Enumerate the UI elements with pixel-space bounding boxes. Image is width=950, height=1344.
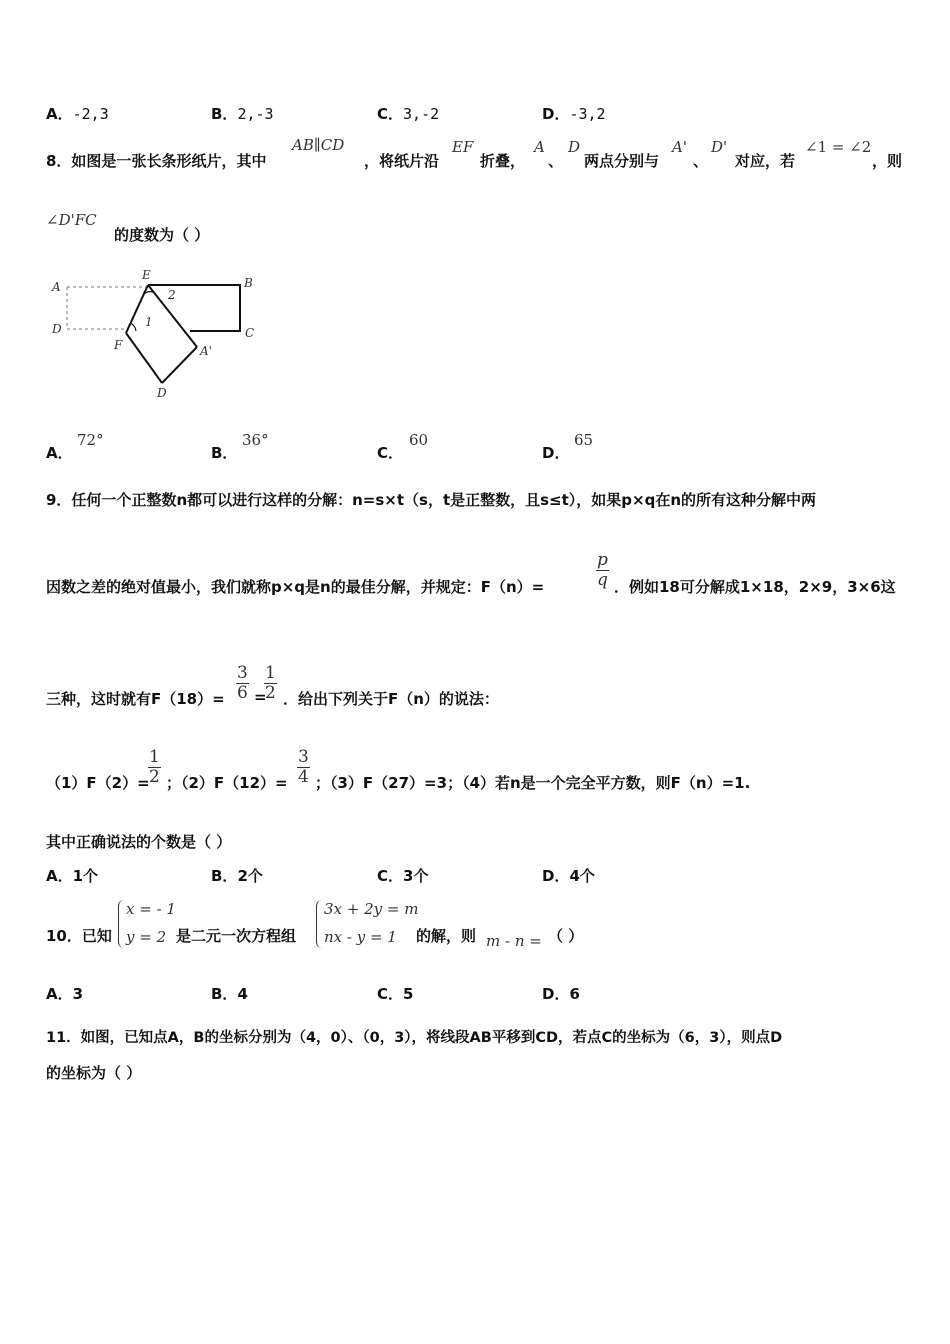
q8-option-d: D． <box>542 444 570 462</box>
q9-statement-2: ；（2）F（12）= <box>166 774 288 792</box>
fig-label-f: F <box>114 338 123 352</box>
q8-math-a-prime: A' <box>672 138 687 156</box>
q10-system-2-line-1: 3x + 2y = m <box>324 900 419 918</box>
q10-option-d: D．6 <box>542 985 580 1003</box>
q10-text-2: 是二元一次方程组 <box>176 927 297 945</box>
q9-option-b: B．2个 <box>211 867 263 885</box>
fig-label-d: D <box>52 322 62 336</box>
q7-option-b: B．2,-3 <box>211 105 274 123</box>
q8-math-target: ∠D'FC <box>46 211 97 229</box>
q8-text-9: 的度数为（ ） <box>114 226 210 244</box>
q8-text-1: 8．如图是一张长条形纸片，其中 <box>46 152 267 170</box>
q8-math-ef: EF <box>452 138 474 156</box>
q8-math-d-prime: D' <box>711 138 728 156</box>
q9-statement-3-4: ；（3）F（27）=3；（4）若n是一个完全平方数，则F（n）=1. <box>315 774 751 792</box>
q9-line-3b: ．给出下列关于F（n）的说法： <box>283 690 499 708</box>
q8-option-b: B． <box>211 444 238 462</box>
q9-option-d: D．4个 <box>542 867 595 885</box>
q8-math-ab-cd: AB∥CD <box>292 136 345 154</box>
q8-option-d-value: 65 <box>574 431 594 449</box>
fig-label-d-prime: D <box>157 386 167 400</box>
q9-equals: = <box>254 688 267 706</box>
q10-system-1-line-1: x = - 1 <box>126 900 176 918</box>
q8-option-c-value: 60 <box>409 431 429 449</box>
q8-folding-figure <box>40 265 270 405</box>
q9-statement-1: （1）F（2）= <box>46 774 150 792</box>
q10-option-a: A．3 <box>46 985 84 1003</box>
q8-option-a-value: 72° <box>77 431 104 449</box>
fig-angle-1: 1 <box>145 315 153 329</box>
q8-text-2: ，将纸片沿 <box>364 152 440 170</box>
q8-math-a: A <box>534 138 545 156</box>
q7-option-a: A．-2,3 <box>46 105 109 123</box>
q8-text-8: ，则 <box>872 152 903 170</box>
q11-line-2: 的坐标为（ ） <box>46 1064 142 1082</box>
q8-text-7: 对应，若 <box>735 152 796 170</box>
q9-line-5: 其中正确说法的个数是（ ） <box>46 833 232 851</box>
q9-fraction-3-6: 3 6 <box>237 663 248 703</box>
q10-system-2-brace <box>316 900 322 948</box>
q8-text-6: 、 <box>693 152 709 170</box>
q8-option-b-value: 36° <box>242 431 269 449</box>
q8-text-5: 两点分别与 <box>584 152 660 170</box>
q8-text-4: 、 <box>548 152 564 170</box>
q9-fraction-p-over-q: p q <box>597 550 608 590</box>
q9-line-1: 9．任何一个正整数n都可以进行这样的分解：n=s×t（s，t是正整数，且s≤t），如果p×q在n的所有这种分解中两 <box>46 491 817 509</box>
q8-text-3: 折叠， <box>480 152 526 170</box>
fig-label-a: A <box>52 280 61 294</box>
q8-math-angles: ∠1 = ∠2 <box>805 138 872 156</box>
fig-label-a-prime: A' <box>200 344 212 358</box>
q10-math-expr: m - n = <box>486 932 542 950</box>
q8-option-a: A． <box>46 444 73 462</box>
q8-option-c: C． <box>377 444 404 462</box>
fig-label-c: C <box>245 326 255 340</box>
q10-option-c: C．5 <box>377 985 414 1003</box>
q10-option-b: B．4 <box>211 985 248 1003</box>
q10-system-1-line-2: y = 2 <box>126 928 167 946</box>
fig-angle-2: 2 <box>168 288 176 302</box>
q10-text-3: 的解，则 <box>416 927 477 945</box>
q9-line-2b: ．例如18可分解成1×18，2×9，3×6这 <box>614 578 896 596</box>
q10-system-1-brace <box>118 900 124 948</box>
q10-text-4: （ ） <box>548 927 584 945</box>
q9-fraction-s1: 1 2 <box>149 747 160 787</box>
q10-system-2-line-2: nx - y = 1 <box>324 928 397 946</box>
q10-text-1: 10．已知 <box>46 927 112 945</box>
q9-option-c: C．3个 <box>377 867 429 885</box>
q7-option-d: D．-3,2 <box>542 105 606 123</box>
q8-math-d: D <box>568 138 581 156</box>
q9-fraction-1-2: 1 2 <box>265 663 276 703</box>
q9-line-3a: 三种，这时就有F（18）= <box>46 690 225 708</box>
q9-fraction-s2: 3 4 <box>298 747 309 787</box>
fig-label-e: E <box>142 268 151 282</box>
fig-label-b: B <box>244 276 253 290</box>
q9-option-a: A．1个 <box>46 867 99 885</box>
q11-line-1: 11．如图，已知点A，B的坐标分别为（4，0）、（0，3），将线段AB平移到CD，若点C的坐标为（6，3），则点D <box>46 1030 783 1046</box>
q7-option-c: C．3,-2 <box>377 105 440 123</box>
q9-line-2a: 因数之差的绝对值最小，我们就称p×q是n的最佳分解，并规定：F（n）= <box>46 578 545 596</box>
